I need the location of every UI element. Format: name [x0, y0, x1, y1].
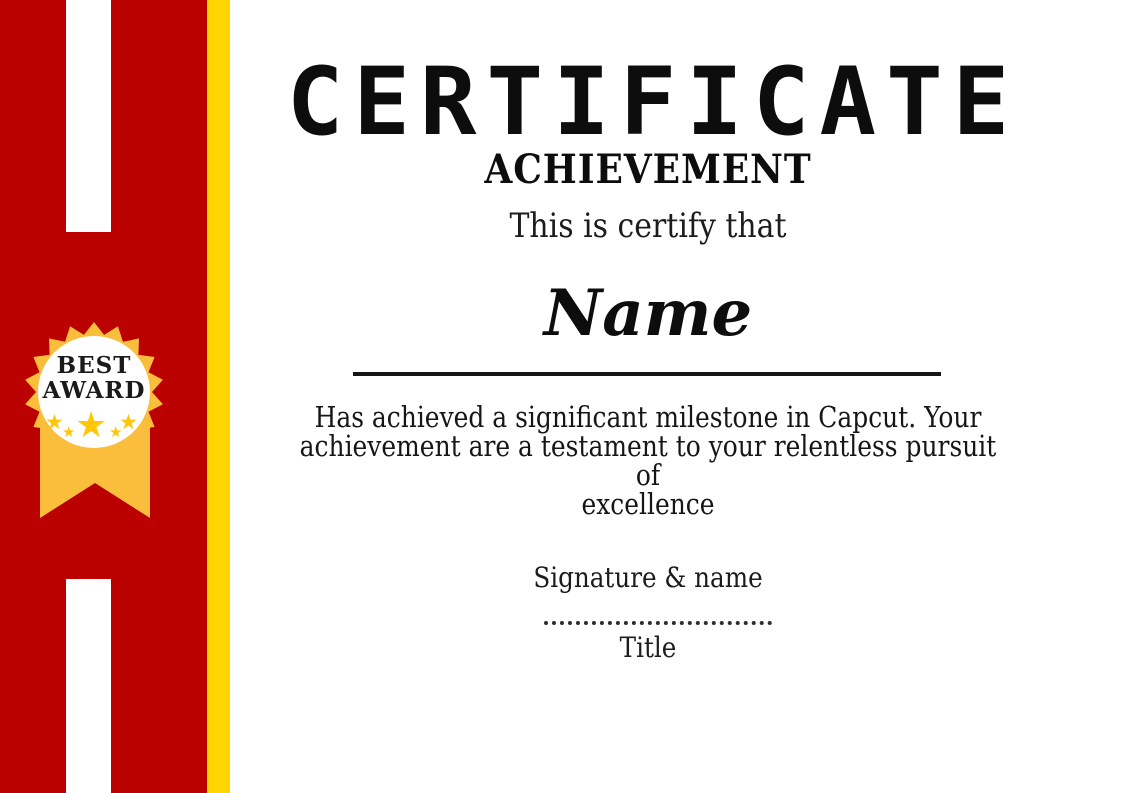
white-stripe-bottom: [66, 579, 111, 793]
star-icon: ★: [109, 423, 123, 441]
star-icon: ★: [45, 410, 64, 434]
badge-label-line2: AWARD: [42, 377, 146, 404]
certificate-content: [230, 0, 1066, 793]
intro-text: This is certify that: [509, 206, 787, 246]
signature-label: Signature & name: [533, 561, 763, 594]
white-stripe-top: [66, 0, 111, 232]
star-icon: ★: [119, 410, 138, 434]
body-line: excellence: [581, 487, 715, 521]
star-icon: ★: [62, 423, 76, 441]
signature-dotted-line: [544, 621, 772, 625]
body-text: [289, 400, 1008, 521]
name-underline: [353, 372, 941, 376]
body-line: Has achieved a significant milestone in Capcut. Your: [314, 400, 982, 434]
body-line: achievement are a testament to your relentless pursuit of: [299, 429, 997, 492]
certificate-subtitle: ACHIEVEMENT: [484, 146, 812, 193]
yellow-stripe: [207, 0, 230, 793]
badge-label-line1: BEST: [56, 352, 132, 379]
recipient-name: Name: [543, 276, 753, 351]
star-icon: ★: [75, 405, 108, 446]
title-label: Title: [619, 631, 677, 664]
badge-label: [24, 353, 164, 403]
certificate-title: CERTIFICATE: [286, 48, 1020, 157]
